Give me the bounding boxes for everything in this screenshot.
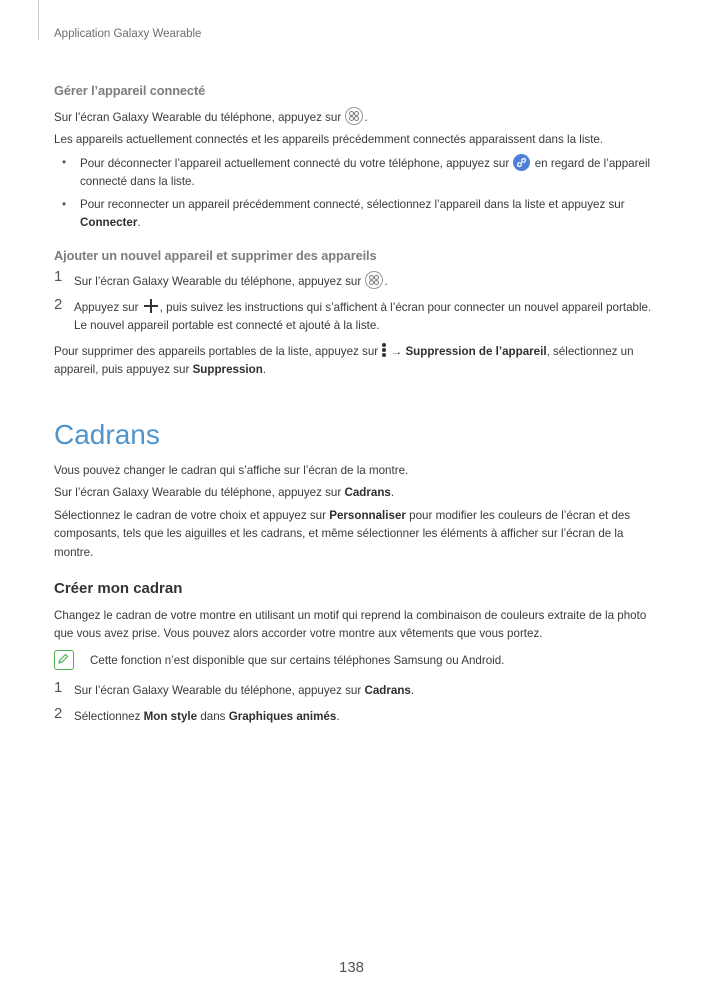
page-content: [54, 82, 654, 733]
devices-icon: [345, 107, 363, 125]
step-number: 2: [54, 295, 63, 313]
header-rule: [38, 0, 39, 40]
cadrans-p2: Sur l’écran Galaxy Wearable du téléphone, appuyez sur Cadrans.: [54, 486, 395, 499]
manage-p2: Les appareils actuellement connectés et les appareils précédemment connectés apparaissent dans la liste.: [54, 133, 604, 146]
step-item: 1 Sur l’écran Galaxy Wearable du téléphone, appuyez sur Cadrans.: [54, 679, 415, 697]
page-number: 138: [338, 959, 365, 976]
manage-p1: Sur l’écran Galaxy Wearable du téléphone, appuyez sur .: [54, 107, 654, 128]
devices-icon: [365, 271, 383, 289]
link-icon: [513, 154, 530, 171]
more-options-icon: [382, 343, 386, 357]
plus-icon: [144, 299, 158, 313]
create-p1: Changez le cadran de votre montre en utilisant un motif qui reprend la combinaison de couleurs extraite de la photo que vous avez prise. Vous pouvez alors accorder votre montre aux vêtements que vous portez.: [54, 608, 647, 640]
note-icon: [54, 650, 74, 670]
list-item: • Pour déconnecter l’appareil actuellement connecté du votre téléphone, appuyez sur en regard de l’appareil connecté dans la liste.: [54, 154, 654, 192]
step-number: 2: [54, 704, 63, 722]
cadrans-p1: Vous pouvez changer le cadran qui s’affiche sur l’écran de la montre.: [54, 463, 409, 477]
create-steps: [54, 679, 654, 726]
cadrans-p3: Sélectionnez le cadran de votre choix et appuyez sur Personnaliser pour modifier les couleurs de l’écran et des composants, tels que les aiguilles et les cadrans, et même sélectionner les éléments à afficher sur l’écran de la montre.: [54, 508, 631, 559]
step-item: 2 Appuyez sur , puis suivez les instructions qui s’affichent à l’écran pour connecter un nouvel appareil portable. Le nouvel appareil portable est connecté et ajouté à la liste.: [54, 295, 652, 332]
delete-paragraph: Pour supprimer des appareils portables de la liste, appuyez sur → Suppression de l’appareil, sélectionnez un appareil, puis appuyez sur Suppression.: [54, 344, 634, 376]
step-item: 1 Sur l’écran Galaxy Wearable du téléphone, appuyez sur .: [54, 268, 388, 288]
list-item: • Pour reconnecter un appareil précédemment connecté, sélectionnez l’appareil dans la liste et appuyez sur Connecter.: [54, 196, 654, 233]
step-number: 1: [54, 679, 63, 696]
step-item: 2 Sélectionnez Mon style dans Graphiques animés.: [54, 704, 340, 723]
note: Cette fonction n’est disponible que sur certains téléphones Samsung ou Android.: [54, 652, 654, 671]
step-number: 1: [54, 268, 63, 285]
create-heading: Créer mon cadran: [54, 580, 183, 597]
page-header: Application Galaxy Wearable: [54, 28, 202, 40]
manage-bullets: [54, 154, 654, 233]
add-heading: Ajouter un nouvel appareil et supprimer des appareils: [54, 247, 377, 263]
section-title: Cadrans: [54, 418, 160, 450]
manage-heading: Gérer l’appareil connecté: [54, 83, 206, 98]
add-steps: [54, 268, 654, 336]
